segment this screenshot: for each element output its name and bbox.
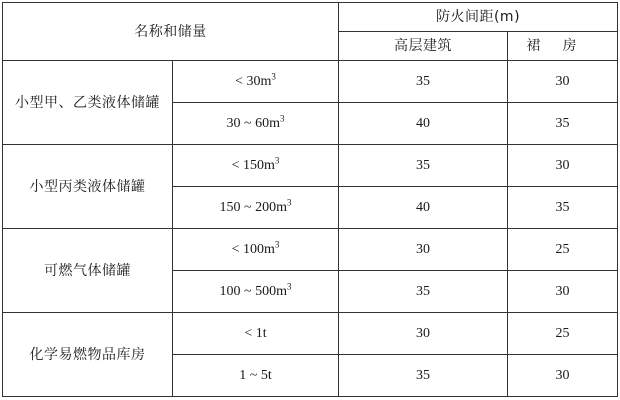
group-name-cell: 可燃气体储罐 bbox=[3, 229, 173, 313]
header-high-rise: 高层建筑 bbox=[339, 32, 508, 61]
capacity-unit-exponent: 3 bbox=[274, 154, 280, 165]
table-row bbox=[3, 145, 618, 187]
capacity-value: 100 ~ 500m bbox=[219, 283, 287, 299]
capacity-unit-exponent: 3 bbox=[274, 238, 280, 249]
capacity-unit-exponent: 3 bbox=[271, 70, 276, 81]
high-rise-distance-cell: 35 bbox=[339, 145, 508, 187]
capacity-value: 150 ~ 200m bbox=[219, 199, 287, 215]
header-row-1 bbox=[3, 3, 618, 32]
capacity-cell bbox=[173, 355, 339, 397]
podium-distance-cell: 30 bbox=[508, 61, 618, 103]
capacity-unit-exponent: 3 bbox=[286, 280, 292, 291]
podium-distance-cell: 25 bbox=[508, 313, 618, 355]
high-rise-distance-cell: 35 bbox=[339, 61, 508, 103]
group-name-cell: 小型甲、乙类液体储罐 bbox=[3, 61, 173, 145]
podium-distance-cell: 30 bbox=[508, 145, 618, 187]
capacity-value: < 30m bbox=[235, 73, 272, 89]
capacity-value: 30 ~ 60m bbox=[226, 115, 280, 131]
podium-distance-cell: 25 bbox=[508, 229, 618, 271]
group-name-cell: 小型丙类液体储罐 bbox=[3, 145, 173, 229]
header-fire-distance: 防火间距(m) bbox=[339, 3, 618, 32]
fire-distance-table bbox=[2, 2, 618, 397]
podium-distance-cell: 30 bbox=[508, 271, 618, 313]
capacity-value: < 1t bbox=[244, 325, 267, 341]
podium-distance-cell: 35 bbox=[508, 103, 618, 145]
group-name-cell: 化学易燃物品库房 bbox=[3, 313, 173, 397]
high-rise-distance-cell: 35 bbox=[339, 271, 508, 313]
capacity-cell bbox=[173, 61, 339, 103]
capacity-unit-exponent: 3 bbox=[286, 196, 292, 207]
capacity-cell bbox=[173, 103, 339, 145]
capacity-cell bbox=[173, 145, 339, 187]
header-podium: 裙房 bbox=[508, 32, 618, 61]
table-row bbox=[3, 229, 618, 271]
capacity-value: 1 ~ 5t bbox=[239, 367, 272, 383]
high-rise-distance-cell: 30 bbox=[339, 313, 508, 355]
table-row bbox=[3, 61, 618, 103]
capacity-cell bbox=[173, 229, 339, 271]
header-name-storage: 名称和储量 bbox=[3, 3, 339, 61]
high-rise-distance-cell: 30 bbox=[339, 229, 508, 271]
capacity-cell bbox=[173, 313, 339, 355]
high-rise-distance-cell: 40 bbox=[339, 187, 508, 229]
capacity-unit-exponent: 3 bbox=[279, 112, 285, 123]
high-rise-distance-cell: 35 bbox=[339, 355, 508, 397]
capacity-value: < 100m bbox=[231, 241, 275, 257]
capacity-cell bbox=[173, 187, 339, 229]
capacity-value: < 150m bbox=[231, 157, 275, 173]
high-rise-distance-cell: 40 bbox=[339, 103, 508, 145]
table-body bbox=[3, 3, 618, 397]
capacity-cell bbox=[173, 271, 339, 313]
table-row bbox=[3, 313, 618, 355]
podium-distance-cell: 35 bbox=[508, 187, 618, 229]
podium-distance-cell: 30 bbox=[508, 355, 618, 397]
